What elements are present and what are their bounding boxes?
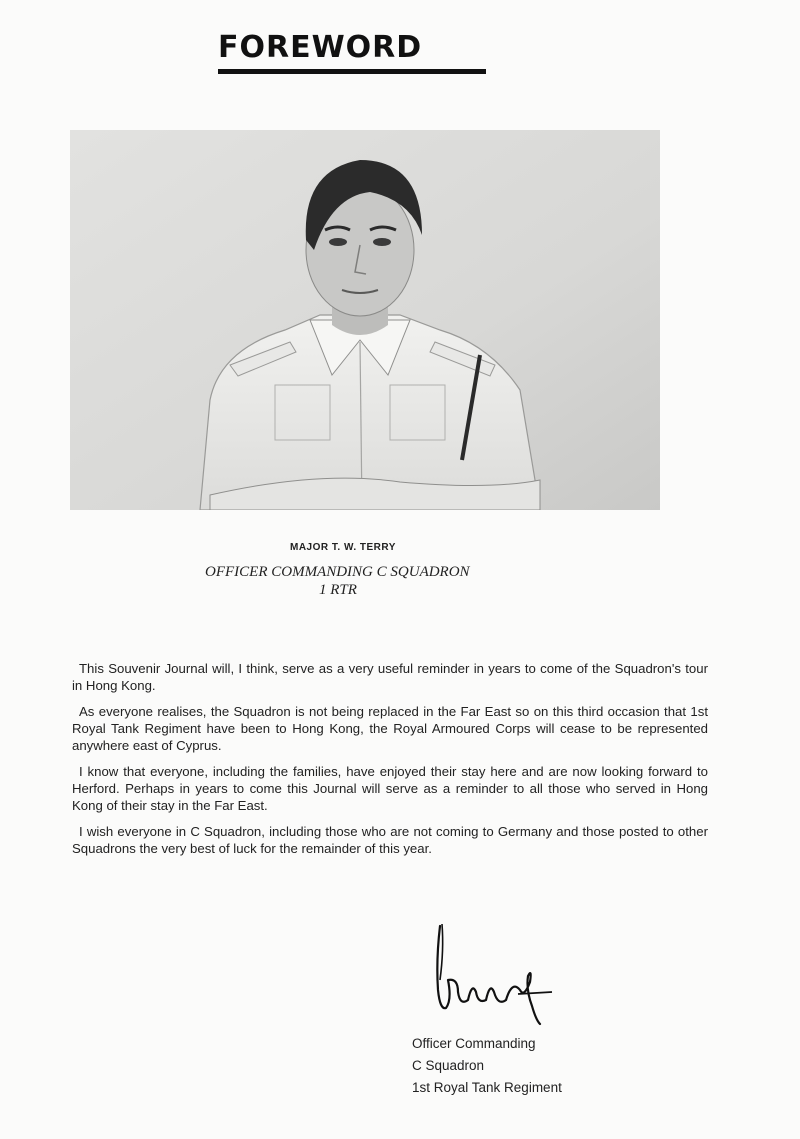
handwritten-signature xyxy=(428,920,558,1030)
title-underline xyxy=(218,69,486,74)
caption-title xyxy=(205,563,565,599)
caption-name: MAJOR T. W. TERRY xyxy=(290,542,396,553)
signoff-line: 1st Royal Tank Regiment xyxy=(412,1080,562,1095)
paragraph: This Souvenir Journal will, I think, serve as a very useful reminder in years to come of the Squadron's tour in Hong Kong. xyxy=(72,661,708,693)
paragraph: I know that everyone, including the families, have enjoyed their stay here and are now looking forward to Herford. Perhaps in years to come this Journal will serve as a reminder to all those who served in Hong Kong of their stay in the Far East. xyxy=(72,764,708,813)
paragraph: As everyone realises, the Squadron is not being replaced in the Far East so on this third occasion that 1st Royal Tank Regiment have been to Hong Kong, the Royal Armoured Corps will cease to be represented anywhere east of Cyprus. xyxy=(72,704,708,753)
caption-title-line1: OFFICER COMMANDING C SQUADRON xyxy=(205,564,470,580)
signoff-block xyxy=(412,1033,632,1099)
portrait-photo xyxy=(70,130,660,510)
signoff-line: Officer Commanding xyxy=(412,1036,536,1051)
caption-title-line2: 1 RTR xyxy=(319,582,357,598)
signoff-line: C Squadron xyxy=(412,1058,485,1073)
paragraph: I wish everyone in C Squadron, including those who are not coming to Germany and those posted to other Squadrons the very best of luck for the remainder of this year. xyxy=(72,824,708,856)
page-title: FOREWORD xyxy=(218,30,423,65)
page-heading xyxy=(218,30,486,74)
foreword-body xyxy=(72,660,708,866)
